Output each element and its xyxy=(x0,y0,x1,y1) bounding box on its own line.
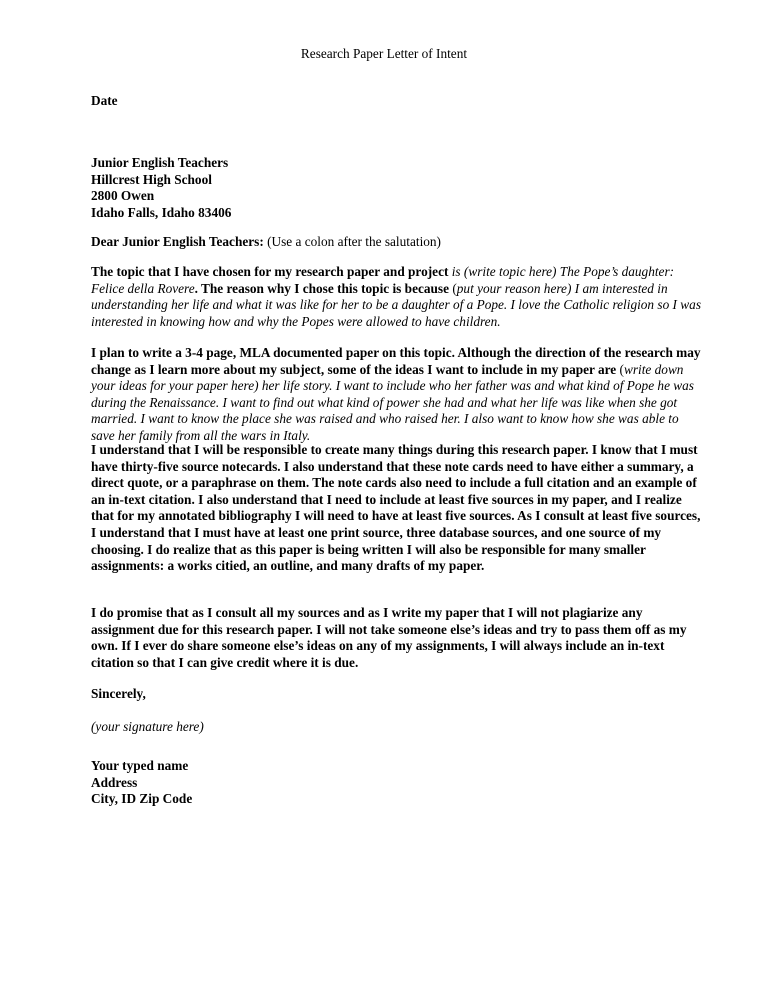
recipient-address xyxy=(91,155,703,221)
recipient-line-3: 2800 Owen xyxy=(91,188,155,204)
plan-entry: write down your ideas for your paper here) her life story. I want to include who her father was and what kind of Pope he was during the Renaissance. I want to find out what kind of power she had and what her life was like when she got married. I want to know the place she was raised and who raised her. I also want to know how she was able to save her family from all the wars in Italy. xyxy=(91,361,694,443)
salutation xyxy=(91,234,703,251)
topic-lead: The topic that I have chosen for my research paper and project xyxy=(91,264,449,279)
plan-paren: ( xyxy=(616,361,624,377)
sender-address xyxy=(91,758,703,808)
sender-line-2: Address xyxy=(91,774,138,790)
date-label: Date xyxy=(91,93,118,108)
reason-entry: put your reason here) I am interested in understanding her life and what it was like for her to be a daughter of a Pope. I love the Catholic religion so I was interested in knowing how and why the Popes were allowed to have children. xyxy=(91,280,702,329)
recipient-line-1: Junior English Teachers xyxy=(91,155,229,170)
paragraph-responsibilities: I understand that I will be responsible to create many things during this research paper. I know that I must have thirty-five source notecards. I also understand that these note cards need to have either a summary, a direct quote, or a paraphrase on them. The note cards also need to include a full citation and an example of an in-text citation. I also understand that I need to include at least five sources in my paper, and I realize that for my annotated bibliography I will need to have at least five sources. As I consult at least five sources, I understand that I must have at least one print source, three database sources, and one source of my choosing. I do realize that as this paper is being written I will also be responsible for many smaller assignments: a works citied, an outline, and many drafts of my paper. xyxy=(91,442,701,574)
paragraph-plan xyxy=(91,345,703,445)
signature-placeholder: (your signature here) xyxy=(91,719,204,734)
sender-line-3: City, ID Zip Code xyxy=(91,791,193,807)
topic-entry: is (write topic here) The Pope’s daughter: Felice della Rovere xyxy=(91,264,675,296)
reason-paren: ( xyxy=(449,280,457,296)
paragraph-topic xyxy=(91,264,703,330)
recipient-line-4: Idaho Falls, Idaho 83406 xyxy=(91,204,232,220)
reason-lead: . The reason why I chose this topic is because xyxy=(194,280,449,296)
salutation-note: (Use a colon after the salutation) xyxy=(263,234,441,249)
paragraph-promise: I do promise that as I consult all my sources and as I write my paper that I will not plagiarize any assignment due for this research paper. I will not take someone else’s ideas and try to pass them off as my own. If I ever do share someone else’s ideas on any of my assignments, I will always include an in-text citation so that I can give credit where it is due. xyxy=(91,605,687,670)
recipient-line-2: Hillcrest High School xyxy=(91,171,212,187)
plan-lead: I plan to write a 3-4 page, MLA documented paper on this topic. Although the direction of the research may change as I learn more about my subject, some of the ideas I want to include in my paper are xyxy=(91,345,701,377)
sender-line-1: Your typed name xyxy=(91,758,189,773)
document-title: Research Paper Letter of Intent xyxy=(300,46,468,61)
closing: Sincerely, xyxy=(91,686,146,701)
salutation-text: Dear Junior English Teachers: xyxy=(91,234,264,249)
